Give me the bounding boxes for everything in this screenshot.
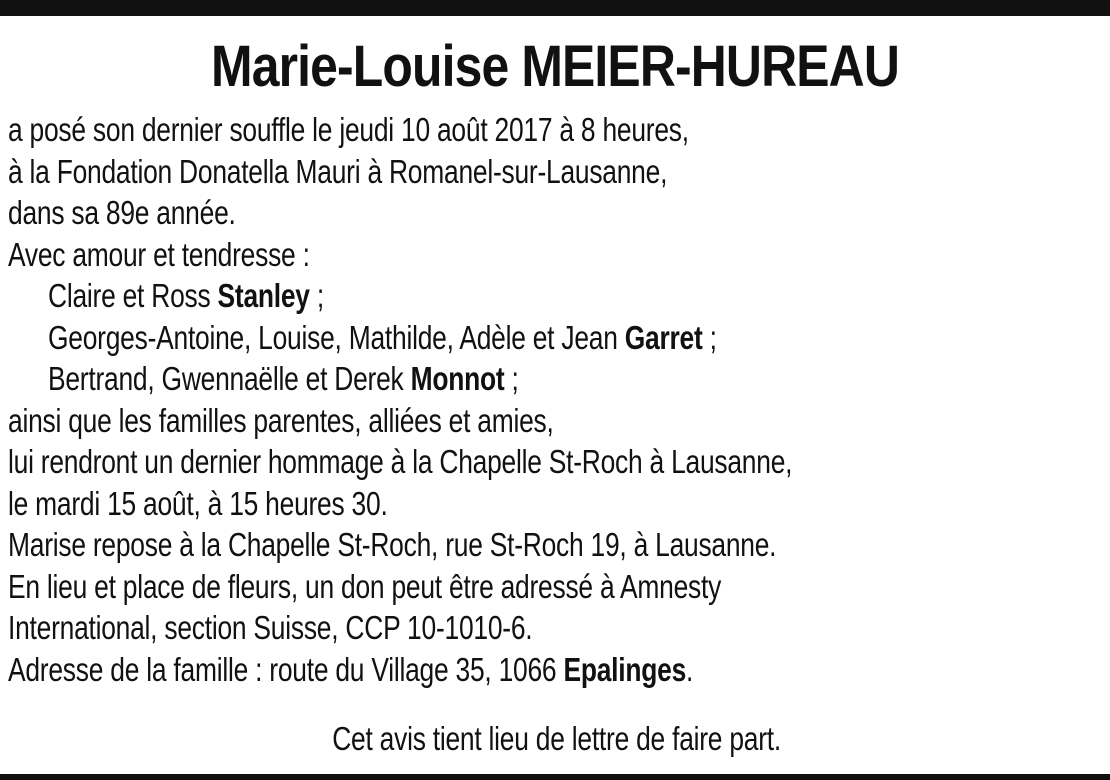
- address-text: Adresse de la famille : route du Village 35, 1066: [8, 650, 564, 688]
- notice-line: a posé son dernier souffle le jeudi 10 août 2017 à 8 heures,: [8, 111, 689, 148]
- notice-line: En lieu et place de fleurs, un don peut être adressé à Amnesty: [8, 567, 722, 605]
- notice-line: International, section Suisse, CCP 10-1010-6.: [8, 609, 533, 646]
- family-surname: Stanley: [217, 277, 310, 314]
- family-surname: Garret: [624, 318, 703, 356]
- address-city: Epalinges: [563, 650, 687, 688]
- family-punctuation: ;: [702, 318, 717, 356]
- deceased-name: Marie-Louise MEIER-HUREAU: [210, 34, 899, 99]
- top-rule: [0, 0, 1110, 16]
- notice-line: lui rendront un dernier hommage à la Chapelle St-Roch à Lausanne,: [8, 443, 793, 480]
- address-punctuation: .: [686, 650, 694, 688]
- family-punctuation: ;: [309, 277, 324, 314]
- family-given-names: Claire et Ross: [48, 277, 218, 314]
- notice-footer: Cet avis tient lieu de lettre de faire part.: [332, 720, 781, 757]
- notice-body: [8, 109, 888, 690]
- notice-line: à la Fondation Donatella Mauri à Romanel-sur-Lausanne,: [8, 152, 668, 190]
- family-line: [8, 358, 888, 400]
- family-punctuation: ;: [504, 360, 519, 397]
- bottom-rule: [0, 774, 1110, 780]
- family-line: [8, 275, 888, 317]
- notice-line: Marise repose à la Chapelle St-Roch, rue St-Roch 19, à Lausanne.: [8, 526, 777, 563]
- family-line: [8, 317, 888, 359]
- family-surname: Monnot: [410, 360, 505, 397]
- notice-line: ainsi que les familles parentes, alliées et amies,: [8, 401, 554, 439]
- notice-line: le mardi 15 août, à 15 heures 30.: [8, 484, 388, 522]
- family-given-names: Georges-Antoine, Louise, Mathilde, Adèle et Jean: [48, 318, 625, 356]
- family-given-names: Bertrand, Gwennaëlle et Derek: [48, 360, 411, 397]
- notice-line: dans sa 89e année.: [8, 194, 236, 231]
- family-address: [8, 649, 888, 691]
- notice-line: Avec amour et tendresse :: [8, 235, 310, 273]
